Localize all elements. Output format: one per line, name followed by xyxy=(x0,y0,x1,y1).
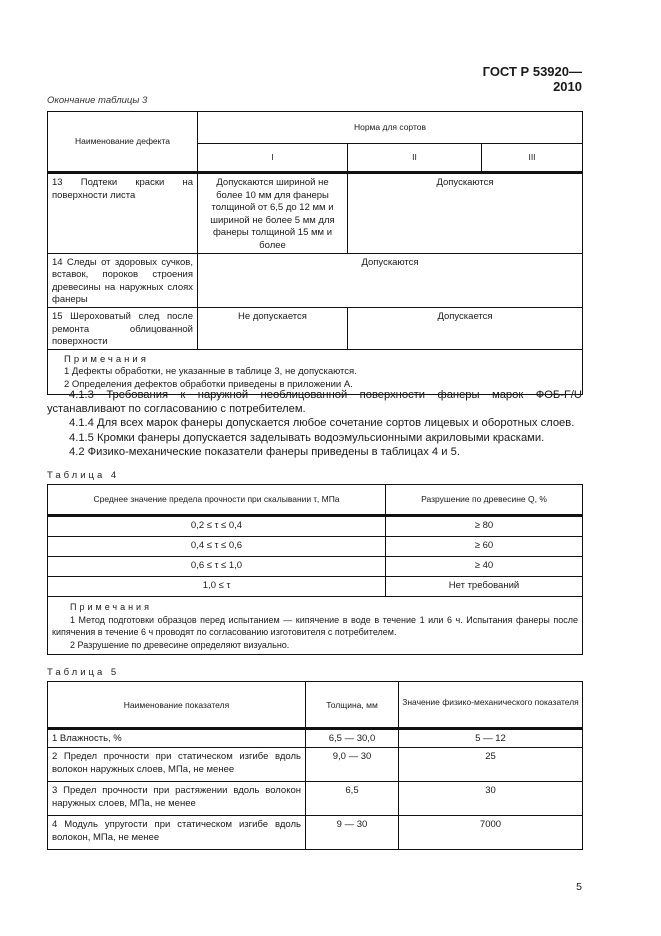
table4-caption: Таблица 4 xyxy=(47,470,120,481)
wood-failure-value: Нет требований xyxy=(386,577,583,597)
norm-grade-I: Допускаются шириной не более 10 мм для фанеры толщиной от 6,5 до 12 мм и шириной не более 5 мм для фанеры толщиной 15 мм и более xyxy=(198,173,348,254)
table-row xyxy=(48,537,583,557)
indicator-value: 5 — 12 xyxy=(399,729,583,748)
table3-caption: Окончание таблицы 3 xyxy=(47,95,148,106)
table-row xyxy=(48,557,583,577)
table4-header-strength: Среднее значение предела прочности при скалывании τ, МПа xyxy=(48,485,386,516)
table-row xyxy=(48,516,583,537)
strength-range: 0,6 ≤ τ ≤ 1,0 xyxy=(48,557,386,577)
table5-header-indicator: Наименование показателя xyxy=(48,682,306,729)
body-text xyxy=(47,388,582,459)
wood-failure-value: ≥ 40 xyxy=(386,557,583,577)
norm-grade-II-III: Допускаются xyxy=(348,173,583,254)
wood-failure-value: ≥ 80 xyxy=(386,516,583,537)
table5 xyxy=(47,681,583,850)
table-row xyxy=(48,173,583,254)
indicator-value: 25 xyxy=(399,748,583,782)
strength-range: 0,4 ≤ τ ≤ 0,6 xyxy=(48,537,386,557)
defect-name: 15 Шероховатый след после ремонта облицованной поверхности xyxy=(48,307,198,349)
table-row xyxy=(48,307,583,349)
indicator-value: 7000 xyxy=(399,816,583,850)
norm-all-grades: Допускаются xyxy=(198,253,583,307)
strength-range: 0,2 ≤ τ ≤ 0,4 xyxy=(48,516,386,537)
page-number: 5 xyxy=(576,881,582,893)
note-item: 2 Определения дефектов обработки приведены в приложении А. xyxy=(64,378,353,390)
indicator-name: 3 Предел прочности при растяжении вдоль волокон наружных слоев, МПа, не менее xyxy=(48,782,306,816)
notes-title: Примечания xyxy=(64,353,149,365)
table-row xyxy=(48,729,583,748)
thickness-value: 9 — 30 xyxy=(306,816,399,850)
thickness-value: 6,5 — 30,0 xyxy=(306,729,399,748)
indicator-name: 1 Влажность, % xyxy=(48,729,306,748)
paragraph-4-1-5: 4.1.5 Кромки фанеры допускается заделывать водоэмульсионными акриловыми красками. xyxy=(69,431,545,444)
table-row xyxy=(48,816,583,850)
norm-grade-I: Не допускается xyxy=(198,307,348,349)
table4 xyxy=(47,484,583,655)
notes-title: Примечания xyxy=(70,602,152,612)
paragraph-4-2: 4.2 Физико-механические показатели фанеры приведены в таблицах 4 и 5. xyxy=(69,445,460,458)
table-row xyxy=(48,748,583,782)
table3-grade-III: III xyxy=(482,144,583,173)
defect-name: 13 Подтеки краски на поверхности листа xyxy=(48,173,198,254)
table3 xyxy=(47,111,583,395)
table-row xyxy=(48,782,583,816)
wood-failure-value: ≥ 60 xyxy=(386,537,583,557)
table5-header-thickness: Толщина, мм xyxy=(306,682,399,729)
norm-grade-II-III: Допускается xyxy=(348,307,583,349)
table4-header-wood-failure: Разрушение по древесине Q, % xyxy=(386,485,583,516)
note-item: 2 Разрушение по древесине определяют визуально. xyxy=(70,639,290,650)
thickness-value: 9,0 — 30 xyxy=(306,748,399,782)
note-item: 1 Дефекты обработки, не указанные в таблице 3, не допускаются. xyxy=(64,366,357,378)
table5-header-value: Значение физико-механического показателя xyxy=(399,682,583,729)
indicator-name: 4 Модуль упругости при статическом изгибе вдоль волокон, МПа, не менее xyxy=(48,816,306,850)
thickness-value: 6,5 xyxy=(306,782,399,816)
paragraph-4-1-3: 4.1.3 Требования к наружной необлицованной поверхности фанеры марок ФОБ-F/U устанавливают по согласованию с потребителем. xyxy=(47,389,582,416)
strength-range: 1,0 ≤ τ xyxy=(48,577,386,597)
indicator-name: 2 Предел прочности при статическом изгибе вдоль волокон наружных слоев, МПа, не менее xyxy=(48,748,306,782)
defect-name: 14 Следы от здоровых сучков, вставок, пороков строения древесины на наружных слоях фанеры xyxy=(48,253,198,307)
table3-header-name: Наименование дефекта xyxy=(48,112,198,173)
table3-grade-II: II xyxy=(348,144,482,173)
table-row xyxy=(48,253,583,307)
table5-caption: Таблица 5 xyxy=(47,667,120,678)
table-row xyxy=(48,577,583,597)
note-item: 1 Метод подготовки образцов перед испытанием — кипячение в воде в течение 1 или 6 ч. Испытания фанеры после кипячения в течение 6 ч проводят по согласованию изготовителя с потребителем. xyxy=(52,614,578,637)
document-code: ГОСТ Р 53920—2010 xyxy=(482,64,582,94)
table4-notes-row xyxy=(48,597,583,655)
table3-header-norm: Норма для сортов xyxy=(198,112,583,144)
table3-grade-I: I xyxy=(198,144,348,173)
paragraph-4-1-4: 4.1.4 Для всех марок фанеры допускается любое сочетание сортов лицевых и оборотных слоев. xyxy=(69,417,575,430)
indicator-value: 30 xyxy=(399,782,583,816)
